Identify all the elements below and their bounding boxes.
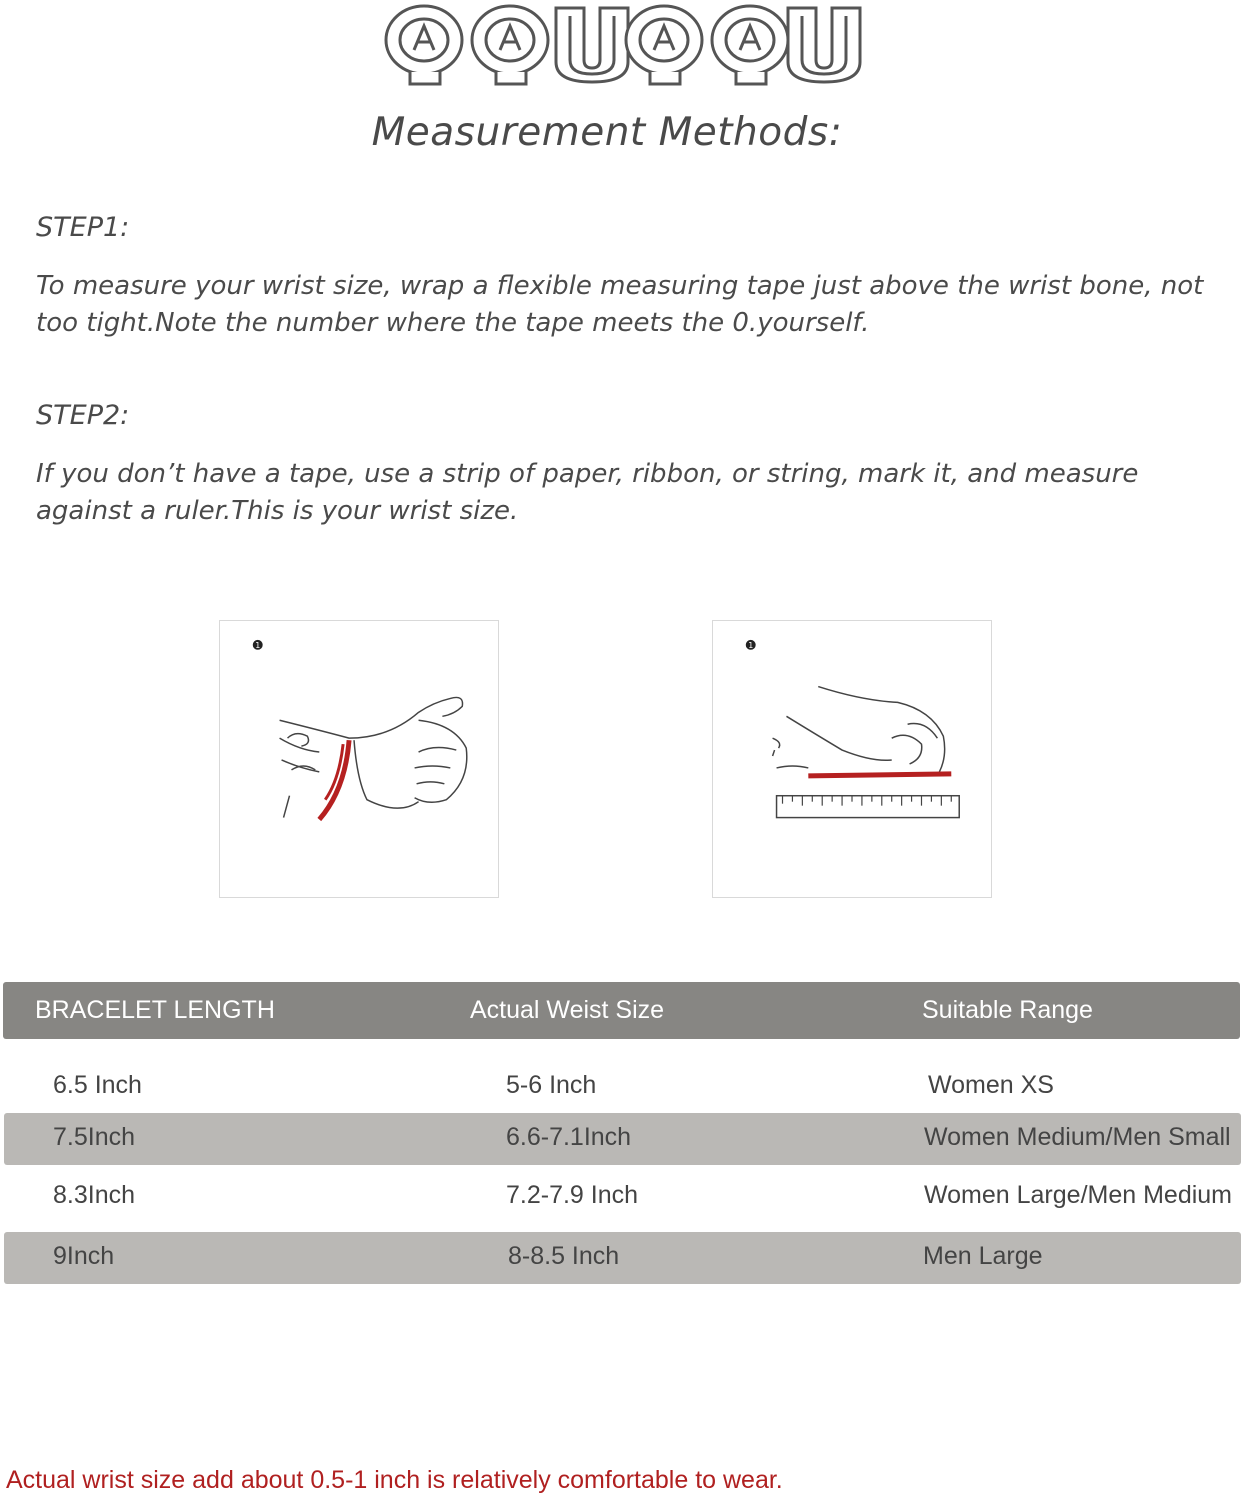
wrist-wrap-icon — [220, 621, 498, 897]
figure2-badge: 1 — [748, 640, 754, 650]
size-table-header — [3, 982, 1240, 1039]
figure1-badge: 1 — [255, 640, 261, 650]
cell-bracelet-length: 7.5Inch — [53, 1123, 136, 1151]
cell-suitable-range: Women XS — [928, 1071, 1054, 1099]
step1-title: STEP1: — [36, 212, 130, 243]
cell-suitable-range: Men Large — [923, 1242, 1043, 1270]
ruler-measure-figure — [712, 620, 992, 898]
table-row — [4, 1113, 1241, 1165]
table-row — [4, 1232, 1241, 1284]
cell-wrist-size: 8-8.5 Inch — [508, 1242, 620, 1270]
step1-text: To measure your wrist size, wrap a flexible measuring tape just above the wrist bone, not too tight.Note the number where the tape meets the 0.yourself. — [36, 271, 1204, 338]
table-row — [4, 1171, 1241, 1223]
table-row — [4, 1061, 1241, 1113]
wrist-wrap-figure — [219, 620, 499, 898]
step2-title: STEP2: — [36, 400, 130, 431]
cell-suitable-range: Women Large/Men Medium — [924, 1181, 1233, 1209]
comfort-note: Actual wrist size add about 0.5-1 inch is relatively comfortable to wear. — [6, 1466, 783, 1494]
cell-suitable-range: Women Medium/Men Small — [924, 1123, 1231, 1151]
cell-bracelet-length: 8.3Inch — [53, 1181, 136, 1209]
header-bracelet-length: BRACELET LENGTH — [35, 996, 275, 1024]
cell-bracelet-length: 9Inch — [53, 1242, 115, 1270]
page-title: Measurement Methods: — [371, 110, 843, 155]
cell-bracelet-length: 6.5 Inch — [53, 1071, 142, 1099]
step2-text: If you don’t have a tape, use a strip of paper, ribbon, or string, mark it, and measure against a ruler.This is your wrist size. — [36, 459, 1139, 526]
cell-wrist-size: 5-6 Inch — [506, 1071, 597, 1099]
brand-logo — [384, 2, 862, 88]
header-actual-wrist-size: Actual Weist Size — [470, 996, 665, 1024]
cell-wrist-size: 7.2-7.9 Inch — [506, 1181, 639, 1209]
header-suitable-range: Suitable Range — [922, 996, 1093, 1024]
cell-wrist-size: 6.6-7.1Inch — [506, 1123, 632, 1151]
ruler-measure-icon — [713, 621, 991, 897]
